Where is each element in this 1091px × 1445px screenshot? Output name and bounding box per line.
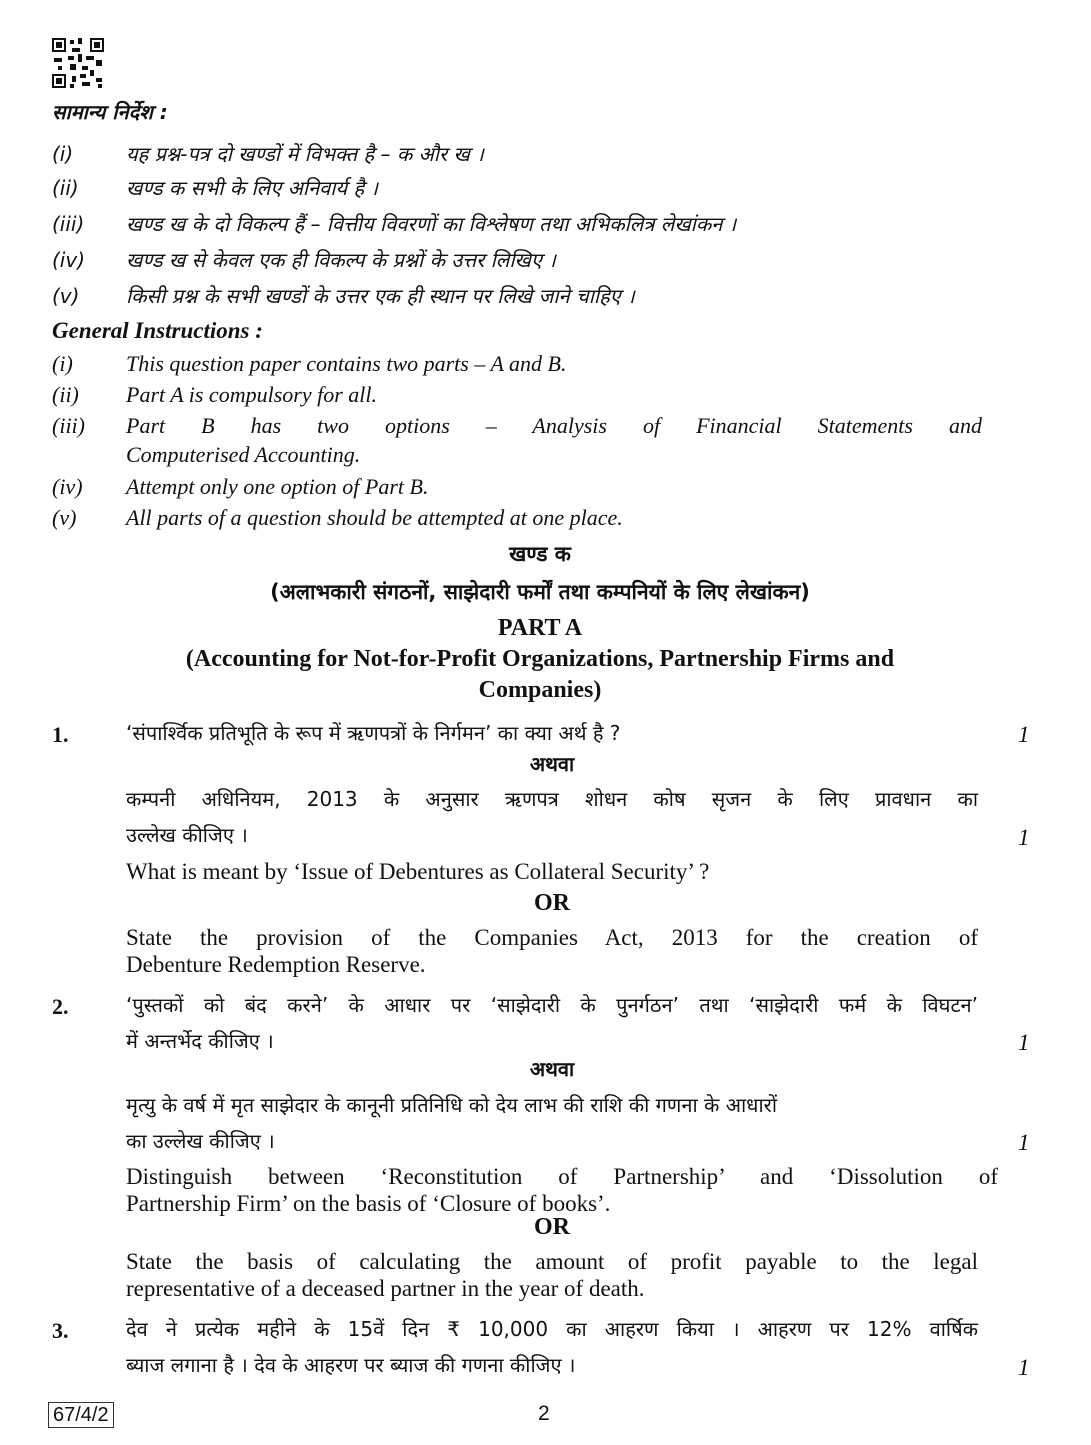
item-number: (iv): [52, 248, 85, 272]
item-number: (v): [52, 505, 77, 530]
item-text-line1: Part B has two options – Analysis of Financial Statements and: [126, 413, 982, 438]
question-1-alt-english-line2: Debenture Redemption Reserve.: [126, 952, 426, 977]
marks: 1: [1018, 1130, 1030, 1155]
item-text: Part A is compulsory for all.: [126, 382, 377, 407]
item-number: (iii): [52, 413, 85, 438]
item-text: खण्ड क सभी के लिए अनिवार्य है ।: [126, 176, 379, 200]
page-number: 2: [538, 1402, 550, 1425]
marks: 1: [1018, 1355, 1030, 1380]
question-2-alt-hindi-line1: मृत्यु के वर्ष में मृत साझेदार के कानूनी प्रतिनिधि को देय लाभ की राशि की गणना के आधारों: [126, 1093, 778, 1117]
or-hindi: अथवा: [529, 1057, 575, 1081]
question-3-hindi-line1: देव ने प्रत्येक महीने के 15वें दिन ₹ 10,000 का आहरण किया । आहरण पर 12% वार्षिक: [126, 1317, 978, 1341]
english-instructions-title: General Instructions :: [52, 318, 263, 343]
section-english-subtitle-line2: Companies): [478, 677, 602, 703]
question-number: 2.: [52, 994, 69, 1019]
hindi-instructions-title: सामान्य निर्देश :: [52, 100, 168, 124]
section-english-title: PART A: [497, 615, 583, 641]
or-english: OR: [534, 1214, 570, 1240]
item-text: Attempt only one option of Part B.: [126, 474, 429, 499]
item-number: (iv): [52, 474, 83, 499]
or-hindi: अथवा: [529, 752, 575, 776]
item-number: (ii): [52, 176, 79, 200]
item-text: यह प्रश्न-पत्र दो खण्डों में विभक्त है – क और ख ।: [126, 142, 484, 166]
question-1-alt-english-line1: State the provision of the Companies Act, 2013 for the creation of: [126, 925, 978, 950]
marks: 1: [1018, 825, 1030, 850]
question-2-alt-hindi-line2: का उल्लेख कीजिए ।: [126, 1129, 275, 1153]
section-hindi-title: खण्ड क: [509, 542, 571, 566]
item-number: (i): [52, 142, 74, 166]
marks: 1: [1018, 1030, 1030, 1055]
item-text: किसी प्रश्न के सभी खण्डों के उत्तर एक ही स्थान पर लिखे जाने चाहिए ।: [126, 284, 635, 308]
question-number: 1.: [52, 722, 69, 747]
question-2-hindi-line2: में अन्तर्भेद कीजिए ।: [126, 1029, 274, 1053]
question-2-alt-english-line1: State the basis of calculating the amount of profit payable to the legal: [126, 1249, 978, 1274]
item-text-line2: Computerised Accounting.: [126, 442, 361, 467]
or-english: OR: [534, 890, 570, 916]
item-number: (iii): [52, 212, 85, 236]
section-english-subtitle-line1: (Accounting for Not-for-Profit Organizations, Partnership Firms and: [185, 646, 895, 672]
marks: 1: [1018, 722, 1030, 747]
question-2-english-line2: Partnership Firm’ on the basis of ‘Closure of books’.: [126, 1191, 611, 1216]
item-text: खण्ड ख से केवल एक ही विकल्प के प्रश्नों के उत्तर लिखिए ।: [126, 248, 556, 272]
question-2-english-line1: Distinguish between ‘Reconstitution of Partnership’ and ‘Dissolution of: [126, 1164, 998, 1189]
question-1-english: What is meant by ‘Issue of Debentures as Collateral Security’ ?: [126, 859, 710, 884]
paper-code: 67/4/2: [48, 1402, 114, 1428]
qr-code-icon: [52, 38, 104, 88]
question-number: 3.: [52, 1318, 69, 1343]
question-1-alt-hindi-line2: उल्लेख कीजिए ।: [126, 823, 248, 847]
question-1-alt-hindi-line1: कम्पनी अधिनियम, 2013 के अनुसार ऋणपत्र शोधन कोष सृजन के लिए प्रावधान का: [126, 787, 978, 811]
item-number: (ii): [52, 382, 79, 407]
question-2-alt-english-line2: representative of a deceased partner in the year of death.: [126, 1276, 645, 1301]
section-hindi-subtitle: (अलाभकारी संगठनों, साझेदारी फर्मों तथा कम्पनियों के लिए लेखांकन): [270, 580, 810, 604]
question-1-hindi: ‘संपार्श्विक प्रतिभूति के रूप में ऋणपत्रों के निर्गमन’ का क्या अर्थ है ?: [126, 721, 621, 745]
item-text: All parts of a question should be attempted at one place.: [126, 505, 623, 530]
question-2-hindi-line1: ‘पुस्तकों को बंद करने’ के आधार पर ‘साझेदारी के पुनर्गठन’ तथा ‘साझेदारी फर्म के विघटन’: [126, 993, 978, 1017]
item-text: This question paper contains two parts – A and B.: [126, 351, 567, 376]
item-text: खण्ड ख के दो विकल्प हैं – वित्तीय विवरणों का विश्लेषण तथा अभिकलित्र लेखांकन ।: [126, 212, 737, 236]
question-3-hindi-line2: ब्याज लगाना है । देव के आहरण पर ब्याज की गणना कीजिए ।: [126, 1353, 576, 1377]
english-instruction-item: [52, 412, 982, 472]
item-number: (i): [52, 351, 73, 376]
item-number: (v): [52, 284, 80, 308]
